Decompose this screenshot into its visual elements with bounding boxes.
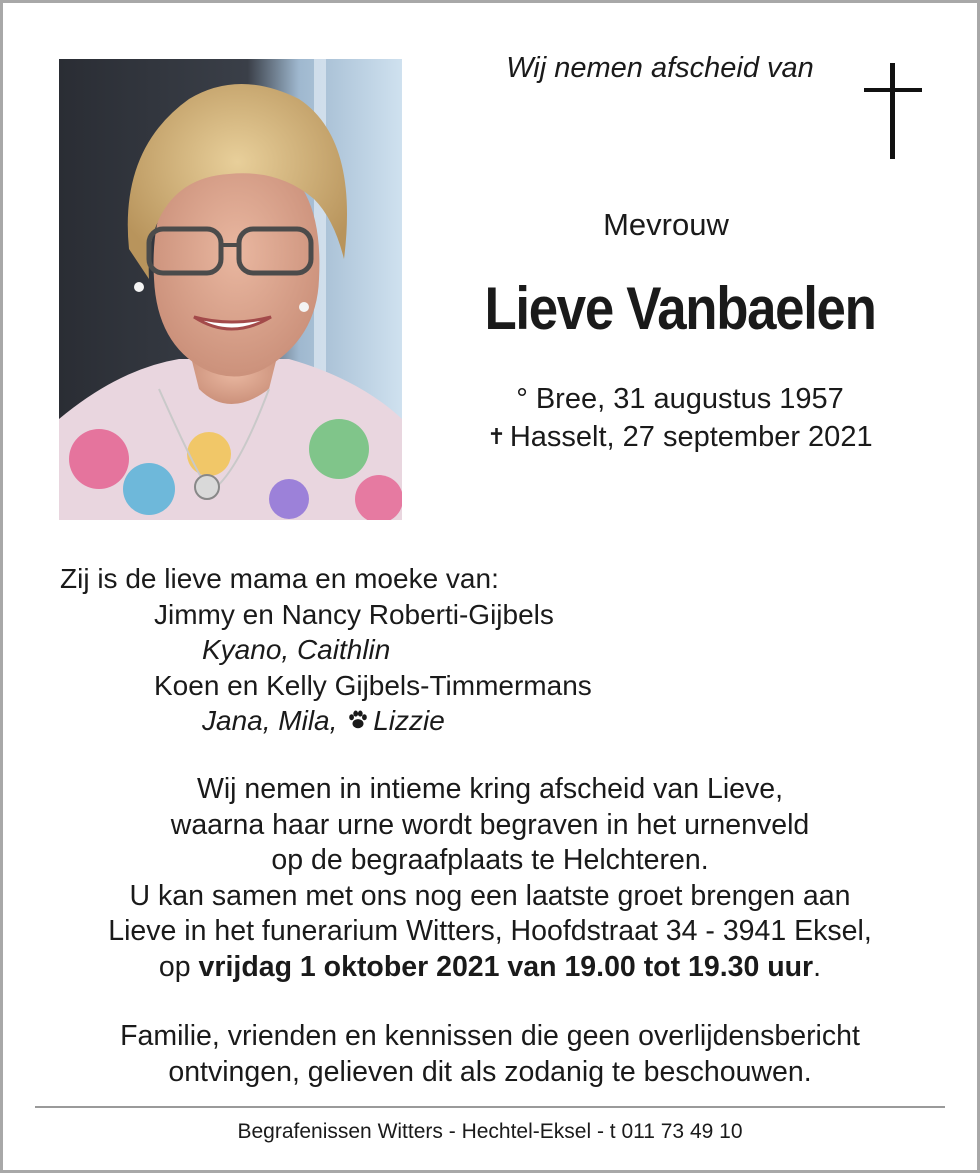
footer-divider xyxy=(35,1106,945,1108)
death-text: Hasselt, 27 september 2021 xyxy=(509,421,873,453)
intro-text: Wij nemen afscheid van xyxy=(506,52,814,84)
footer-text: Begrafenissen Witters - Hechtel-Eksel - t 011 73 49 10 xyxy=(237,1120,743,1143)
notice-line: ontvingen, gelieven dit als zodanig te beschouwen. xyxy=(168,1056,812,1088)
pet-name: Lizzie xyxy=(373,705,445,736)
grandchildren-line: Kyano, Caithlin xyxy=(202,634,391,665)
ceremony-line: U kan samen met ons nog een laatste groet brengen aan xyxy=(129,879,851,912)
paw-icon xyxy=(347,709,369,731)
ceremony-line xyxy=(40,950,940,986)
cross-icon xyxy=(864,63,922,159)
ceremony-suffix: . xyxy=(813,950,822,983)
family-heading: Zij is de lieve mama en moeke van: xyxy=(60,563,499,594)
deceased-name: Lieve Vanbaelen xyxy=(484,275,876,342)
child-line: Koen en Kelly Gijbels-Timmermans xyxy=(154,669,592,701)
family-list xyxy=(60,561,760,739)
ceremony-text xyxy=(40,772,940,985)
portrait-photo xyxy=(59,59,402,520)
grandchildren-names: Jana, Mila, xyxy=(202,705,338,736)
honorific: Mevrouw xyxy=(603,207,729,242)
ceremony-line: Wij nemen in intieme kring afscheid van Lieve, xyxy=(196,773,784,805)
birth-line: ° Bree, 31 augustus 1957 xyxy=(516,383,844,415)
ceremony-datetime: vrijdag 1 oktober 2021 van 19.00 tot 19.30 uur xyxy=(198,950,814,983)
ceremony-line: waarna haar urne wordt begraven in het urnenveld xyxy=(170,808,810,841)
notice-text xyxy=(40,1018,940,1090)
life-dates xyxy=(420,380,940,456)
portrait-image xyxy=(59,59,402,520)
notice-line: Familie, vrienden en kennissen die geen overlijdensbericht xyxy=(120,1020,860,1052)
ceremony-prefix: op xyxy=(158,950,191,983)
child-line: Jimmy en Nancy Roberti-Gijbels xyxy=(154,598,554,630)
ceremony-line: Lieve in het funerarium Witters, Hoofdstraat 34 - 3941 Eksel, xyxy=(108,915,872,947)
grandchildren-line xyxy=(60,703,760,739)
small-cross-icon: ✝ xyxy=(487,424,506,449)
ceremony-line: op de begraafplaats te Helchteren. xyxy=(271,844,709,876)
death-line xyxy=(420,418,940,456)
